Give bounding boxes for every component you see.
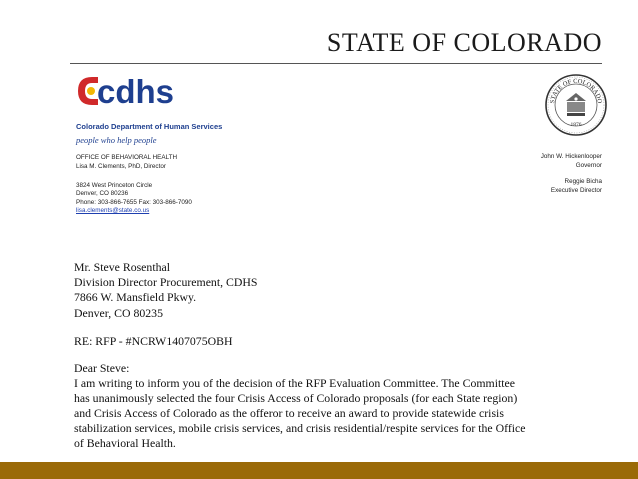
body-line: and Crisis Access of Colorado as the offeror to receive an award to provide statewide crisis xyxy=(74,406,504,421)
seal-year: 1876 xyxy=(570,122,582,128)
governor-name: John W. Hickenlooper xyxy=(540,153,602,160)
footer-bar xyxy=(0,462,638,479)
tagline: people who help people xyxy=(76,135,157,145)
body-line: of Behavioral Health. xyxy=(74,436,176,451)
governor-title: Governor xyxy=(575,161,602,169)
cdhs-logo xyxy=(76,67,176,111)
state-title: STATE OF COLORADO xyxy=(326,28,602,57)
letter-body xyxy=(74,376,526,451)
recipient-line: Denver, CO 80235 xyxy=(74,305,163,320)
logo-wordmark: cdhs xyxy=(97,73,175,110)
body-line: has unanimously selected the four Crisis Access of Colorado proposals (for each State region) xyxy=(74,391,518,406)
office-name: OFFICE OF BEHAVIORAL HEALTH xyxy=(76,154,177,161)
email-link[interactable]: lisa.clements@state.co.us xyxy=(76,206,150,214)
salutation: Dear Steve: xyxy=(74,361,130,375)
header-divider xyxy=(70,63,602,64)
recipient-line: 7866 W. Mansfield Pkwy. xyxy=(74,290,197,305)
address-city: Denver, CO 80236 xyxy=(76,190,129,198)
recipient-address xyxy=(74,260,257,321)
director-title: Executive Director xyxy=(550,186,602,194)
state-seal-icon xyxy=(544,73,608,137)
department-name: Colorado Department of Human Services xyxy=(76,122,223,131)
address-phone: Phone: 303-866-7655 Fax: 303-866-7090 xyxy=(76,198,192,206)
recipient-line: Mr. Steve Rosenthal xyxy=(74,260,171,274)
re-line: RE: RFP - #NCRW1407075OBH xyxy=(74,334,233,348)
director-name: Reggie Bicha xyxy=(564,178,602,185)
address-street: 3824 West Princeton Circle xyxy=(76,182,153,189)
office-block xyxy=(76,154,177,171)
officials-block xyxy=(541,153,602,195)
address-block xyxy=(76,182,192,215)
seal-text: STATE OF COLORADO xyxy=(549,77,604,104)
office-director: Lisa M. Clements, PhD, Director xyxy=(76,162,166,170)
body-line: stabilization services, mobile crisis services, and crisis residential/respite services for the Office xyxy=(74,421,526,436)
body-line: I am writing to inform you of the decision of the RFP Evaluation Committee. The Committee xyxy=(74,376,516,390)
recipient-line: Division Director Procurement, CDHS xyxy=(74,275,258,290)
